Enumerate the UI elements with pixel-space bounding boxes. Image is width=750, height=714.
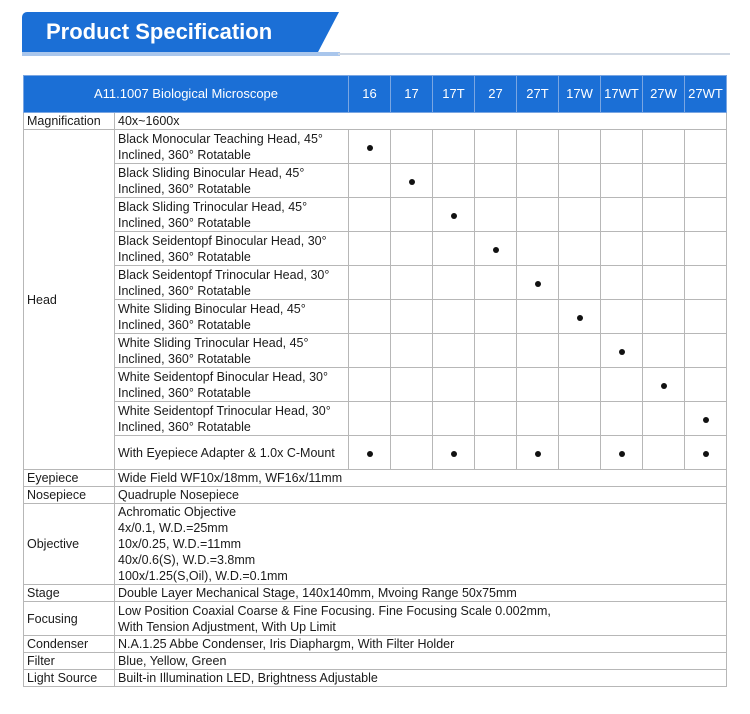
- variant-cell: [433, 130, 475, 164]
- included-dot-icon: [661, 383, 667, 389]
- table-row-light-source: [24, 670, 727, 687]
- included-dot-icon: [451, 213, 457, 219]
- variant-cell: [433, 198, 475, 232]
- row-value: Blue, Yellow, Green: [115, 653, 727, 670]
- variant-cell: [433, 402, 475, 436]
- table-row-magnification: [24, 113, 727, 130]
- model-name-header: A11.1007 Biological Microscope: [24, 76, 349, 113]
- table-row-head-option: [24, 368, 727, 402]
- row-value: Built-in Illumination LED, Brightness Adjustable: [115, 670, 727, 687]
- head-option-text: Black Seidentopf Trinocular Head, 30° Inclined, 360° Rotatable: [115, 266, 349, 300]
- included-dot-icon: [493, 247, 499, 253]
- variant-cell: [601, 402, 643, 436]
- variant-header: 27T: [517, 76, 559, 113]
- banner-title-box: [22, 12, 317, 54]
- table-row-head-option: [24, 334, 727, 368]
- table-row-head-option: [24, 198, 727, 232]
- table-row-head-option: [24, 266, 727, 300]
- row-value: Low Position Coaxial Coarse & Fine Focusing. Fine Focusing Scale 0.002mm, With Tension Adjustment, With Up Limit: [115, 602, 727, 636]
- variant-header: 17WT: [601, 76, 643, 113]
- variant-cell: [349, 232, 391, 266]
- included-dot-icon: [619, 349, 625, 355]
- objective-line: 10x/0.25, W.D.=11mm: [118, 537, 242, 551]
- variant-cell: [349, 368, 391, 402]
- variant-cell: [685, 198, 727, 232]
- included-dot-icon: [577, 315, 583, 321]
- table-row-head-option: [24, 164, 727, 198]
- variant-cell: [517, 436, 559, 470]
- variant-cell: [517, 368, 559, 402]
- variant-cell: [517, 300, 559, 334]
- row-value: Double Layer Mechanical Stage, 140x140mm, Mvoing Range 50x75mm: [115, 585, 727, 602]
- variant-cell: [433, 164, 475, 198]
- variant-cell: [559, 130, 601, 164]
- table-row-head-option: [24, 130, 727, 164]
- row-label: Nosepiece: [24, 487, 115, 504]
- head-option-text: White Sliding Binocular Head, 45° Inclined, 360° Rotatable: [115, 300, 349, 334]
- section-banner: [22, 12, 730, 56]
- variant-cell: [349, 334, 391, 368]
- variant-cell: [685, 402, 727, 436]
- objective-line: 40x/0.6(S), W.D.=3.8mm: [118, 553, 256, 567]
- row-label: Condenser: [24, 636, 115, 653]
- variant-cell: [601, 198, 643, 232]
- row-label: Filter: [24, 653, 115, 670]
- variant-cell: [643, 266, 685, 300]
- row-label: Head: [24, 130, 115, 470]
- variant-cell: [391, 334, 433, 368]
- variant-cell: [349, 130, 391, 164]
- row-label: Magnification: [24, 113, 115, 130]
- table-row-nosepiece: [24, 487, 727, 504]
- banner-divider: [338, 53, 730, 55]
- variant-cell: [433, 232, 475, 266]
- variant-header: 27WT: [685, 76, 727, 113]
- table-row-stage: [24, 585, 727, 602]
- variant-cell: [643, 164, 685, 198]
- variant-cell: [391, 436, 433, 470]
- variant-cell: [433, 368, 475, 402]
- variant-cell: [559, 436, 601, 470]
- included-dot-icon: [367, 451, 373, 457]
- variant-cell: [391, 198, 433, 232]
- included-dot-icon: [409, 179, 415, 185]
- table-row-eyepiece: [24, 470, 727, 487]
- row-label: Focusing: [24, 602, 115, 636]
- variant-cell: [685, 130, 727, 164]
- table-row-filter: [24, 653, 727, 670]
- variant-cell: [601, 232, 643, 266]
- included-dot-icon: [619, 451, 625, 457]
- variant-cell: [433, 300, 475, 334]
- table-row-head-option: [24, 402, 727, 436]
- variant-cell: [685, 232, 727, 266]
- head-option-text: Black Seidentopf Binocular Head, 30° Inclined, 360° Rotatable: [115, 232, 349, 266]
- variant-cell: [685, 266, 727, 300]
- variant-cell: [349, 266, 391, 300]
- table-row-objective: [24, 504, 727, 585]
- variant-cell: [475, 368, 517, 402]
- head-option-text: Black Monocular Teaching Head, 45° Inclined, 360° Rotatable: [115, 130, 349, 164]
- row-value: N.A.1.25 Abbe Condenser, Iris Diaphargm, With Filter Holder: [115, 636, 727, 653]
- variant-cell: [433, 334, 475, 368]
- variant-cell: [475, 402, 517, 436]
- variant-cell: [391, 402, 433, 436]
- variant-cell: [685, 164, 727, 198]
- variant-cell: [475, 130, 517, 164]
- variant-header: 17: [391, 76, 433, 113]
- variant-cell: [517, 232, 559, 266]
- row-label: Objective: [24, 504, 115, 585]
- variant-cell: [601, 334, 643, 368]
- variant-cell: [685, 436, 727, 470]
- variant-cell: [517, 130, 559, 164]
- variant-cell: [559, 402, 601, 436]
- objective-line: 100x/1.25(S,Oil), W.D.=0.1mm: [118, 569, 288, 583]
- variant-cell: [559, 368, 601, 402]
- variant-cell: [643, 130, 685, 164]
- head-option-text: Black Sliding Binocular Head, 45° Inclined, 360° Rotatable: [115, 164, 349, 198]
- variant-cell: [349, 300, 391, 334]
- variant-cell: [475, 300, 517, 334]
- row-label: Light Source: [24, 670, 115, 687]
- variant-cell: [349, 436, 391, 470]
- included-dot-icon: [535, 281, 541, 287]
- variant-cell: [643, 368, 685, 402]
- objective-line: 4x/0.1, W.D.=25mm: [118, 521, 229, 535]
- table-row-condenser: [24, 636, 727, 653]
- variant-cell: [391, 130, 433, 164]
- variant-cell: [601, 300, 643, 334]
- variant-cell: [685, 368, 727, 402]
- variant-cell: [391, 164, 433, 198]
- variant-cell: [559, 334, 601, 368]
- included-dot-icon: [703, 417, 709, 423]
- variant-cell: [559, 300, 601, 334]
- included-dot-icon: [367, 145, 373, 151]
- variant-cell: [601, 164, 643, 198]
- variant-cell: [643, 232, 685, 266]
- row-label: Eyepiece: [24, 470, 115, 487]
- row-value: 40x~1600x: [115, 113, 727, 130]
- table-header-row: [24, 76, 727, 113]
- variant-cell: [601, 368, 643, 402]
- variant-cell: [517, 402, 559, 436]
- included-dot-icon: [703, 451, 709, 457]
- variant-cell: [475, 436, 517, 470]
- variant-cell: [475, 334, 517, 368]
- variant-cell: [643, 436, 685, 470]
- variant-cell: [517, 334, 559, 368]
- variant-cell: [349, 164, 391, 198]
- head-option-text: White Seidentopf Binocular Head, 30° Inclined, 360° Rotatable: [115, 368, 349, 402]
- variant-cell: [391, 266, 433, 300]
- included-dot-icon: [535, 451, 541, 457]
- head-option-text: White Seidentopf Trinocular Head, 30° Inclined, 360° Rotatable: [115, 402, 349, 436]
- table-row-head-option: [24, 232, 727, 266]
- variant-cell: [475, 164, 517, 198]
- variant-cell: [433, 266, 475, 300]
- variant-cell: [601, 266, 643, 300]
- variant-cell: [559, 198, 601, 232]
- variant-cell: [475, 232, 517, 266]
- table-row-head-option: [24, 300, 727, 334]
- variant-header: 16: [349, 76, 391, 113]
- variant-cell: [475, 266, 517, 300]
- head-option-text: Black Sliding Trinocular Head, 45° Inclined, 360° Rotatable: [115, 198, 349, 232]
- spec-table: [23, 75, 727, 687]
- variant-cell: [433, 436, 475, 470]
- variant-cell: [643, 198, 685, 232]
- variant-cell: [559, 266, 601, 300]
- variant-cell: [391, 368, 433, 402]
- variant-cell: [517, 266, 559, 300]
- variant-cell: [391, 300, 433, 334]
- variant-header: 17W: [559, 76, 601, 113]
- variant-header: 27: [475, 76, 517, 113]
- variant-cell: [643, 334, 685, 368]
- variant-cell: [475, 198, 517, 232]
- row-value: [115, 504, 727, 585]
- variant-cell: [391, 232, 433, 266]
- variant-cell: [349, 198, 391, 232]
- head-option-text: With Eyepiece Adapter & 1.0x C-Mount: [115, 436, 349, 470]
- row-label: Stage: [24, 585, 115, 602]
- variant-cell: [559, 232, 601, 266]
- variant-header: 27W: [643, 76, 685, 113]
- variant-cell: [349, 402, 391, 436]
- variant-cell: [601, 436, 643, 470]
- variant-cell: [517, 164, 559, 198]
- objective-line: Achromatic Objective: [118, 505, 237, 519]
- variant-header: 17T: [433, 76, 475, 113]
- row-value: Wide Field WF10x/18mm, WF16x/11mm: [115, 470, 727, 487]
- variant-cell: [685, 300, 727, 334]
- variant-cell: [643, 402, 685, 436]
- head-option-text: White Sliding Trinocular Head, 45° Inclined, 360° Rotatable: [115, 334, 349, 368]
- variant-cell: [559, 164, 601, 198]
- row-value: Quadruple Nosepiece: [115, 487, 727, 504]
- included-dot-icon: [451, 451, 457, 457]
- variant-cell: [517, 198, 559, 232]
- table-row-focusing: [24, 602, 727, 636]
- banner-shadow: [22, 52, 340, 56]
- variant-cell: [685, 334, 727, 368]
- variant-cell: [601, 130, 643, 164]
- variant-cell: [643, 300, 685, 334]
- page-title: Product Specification: [46, 19, 273, 44]
- table-row-head-option: [24, 436, 727, 470]
